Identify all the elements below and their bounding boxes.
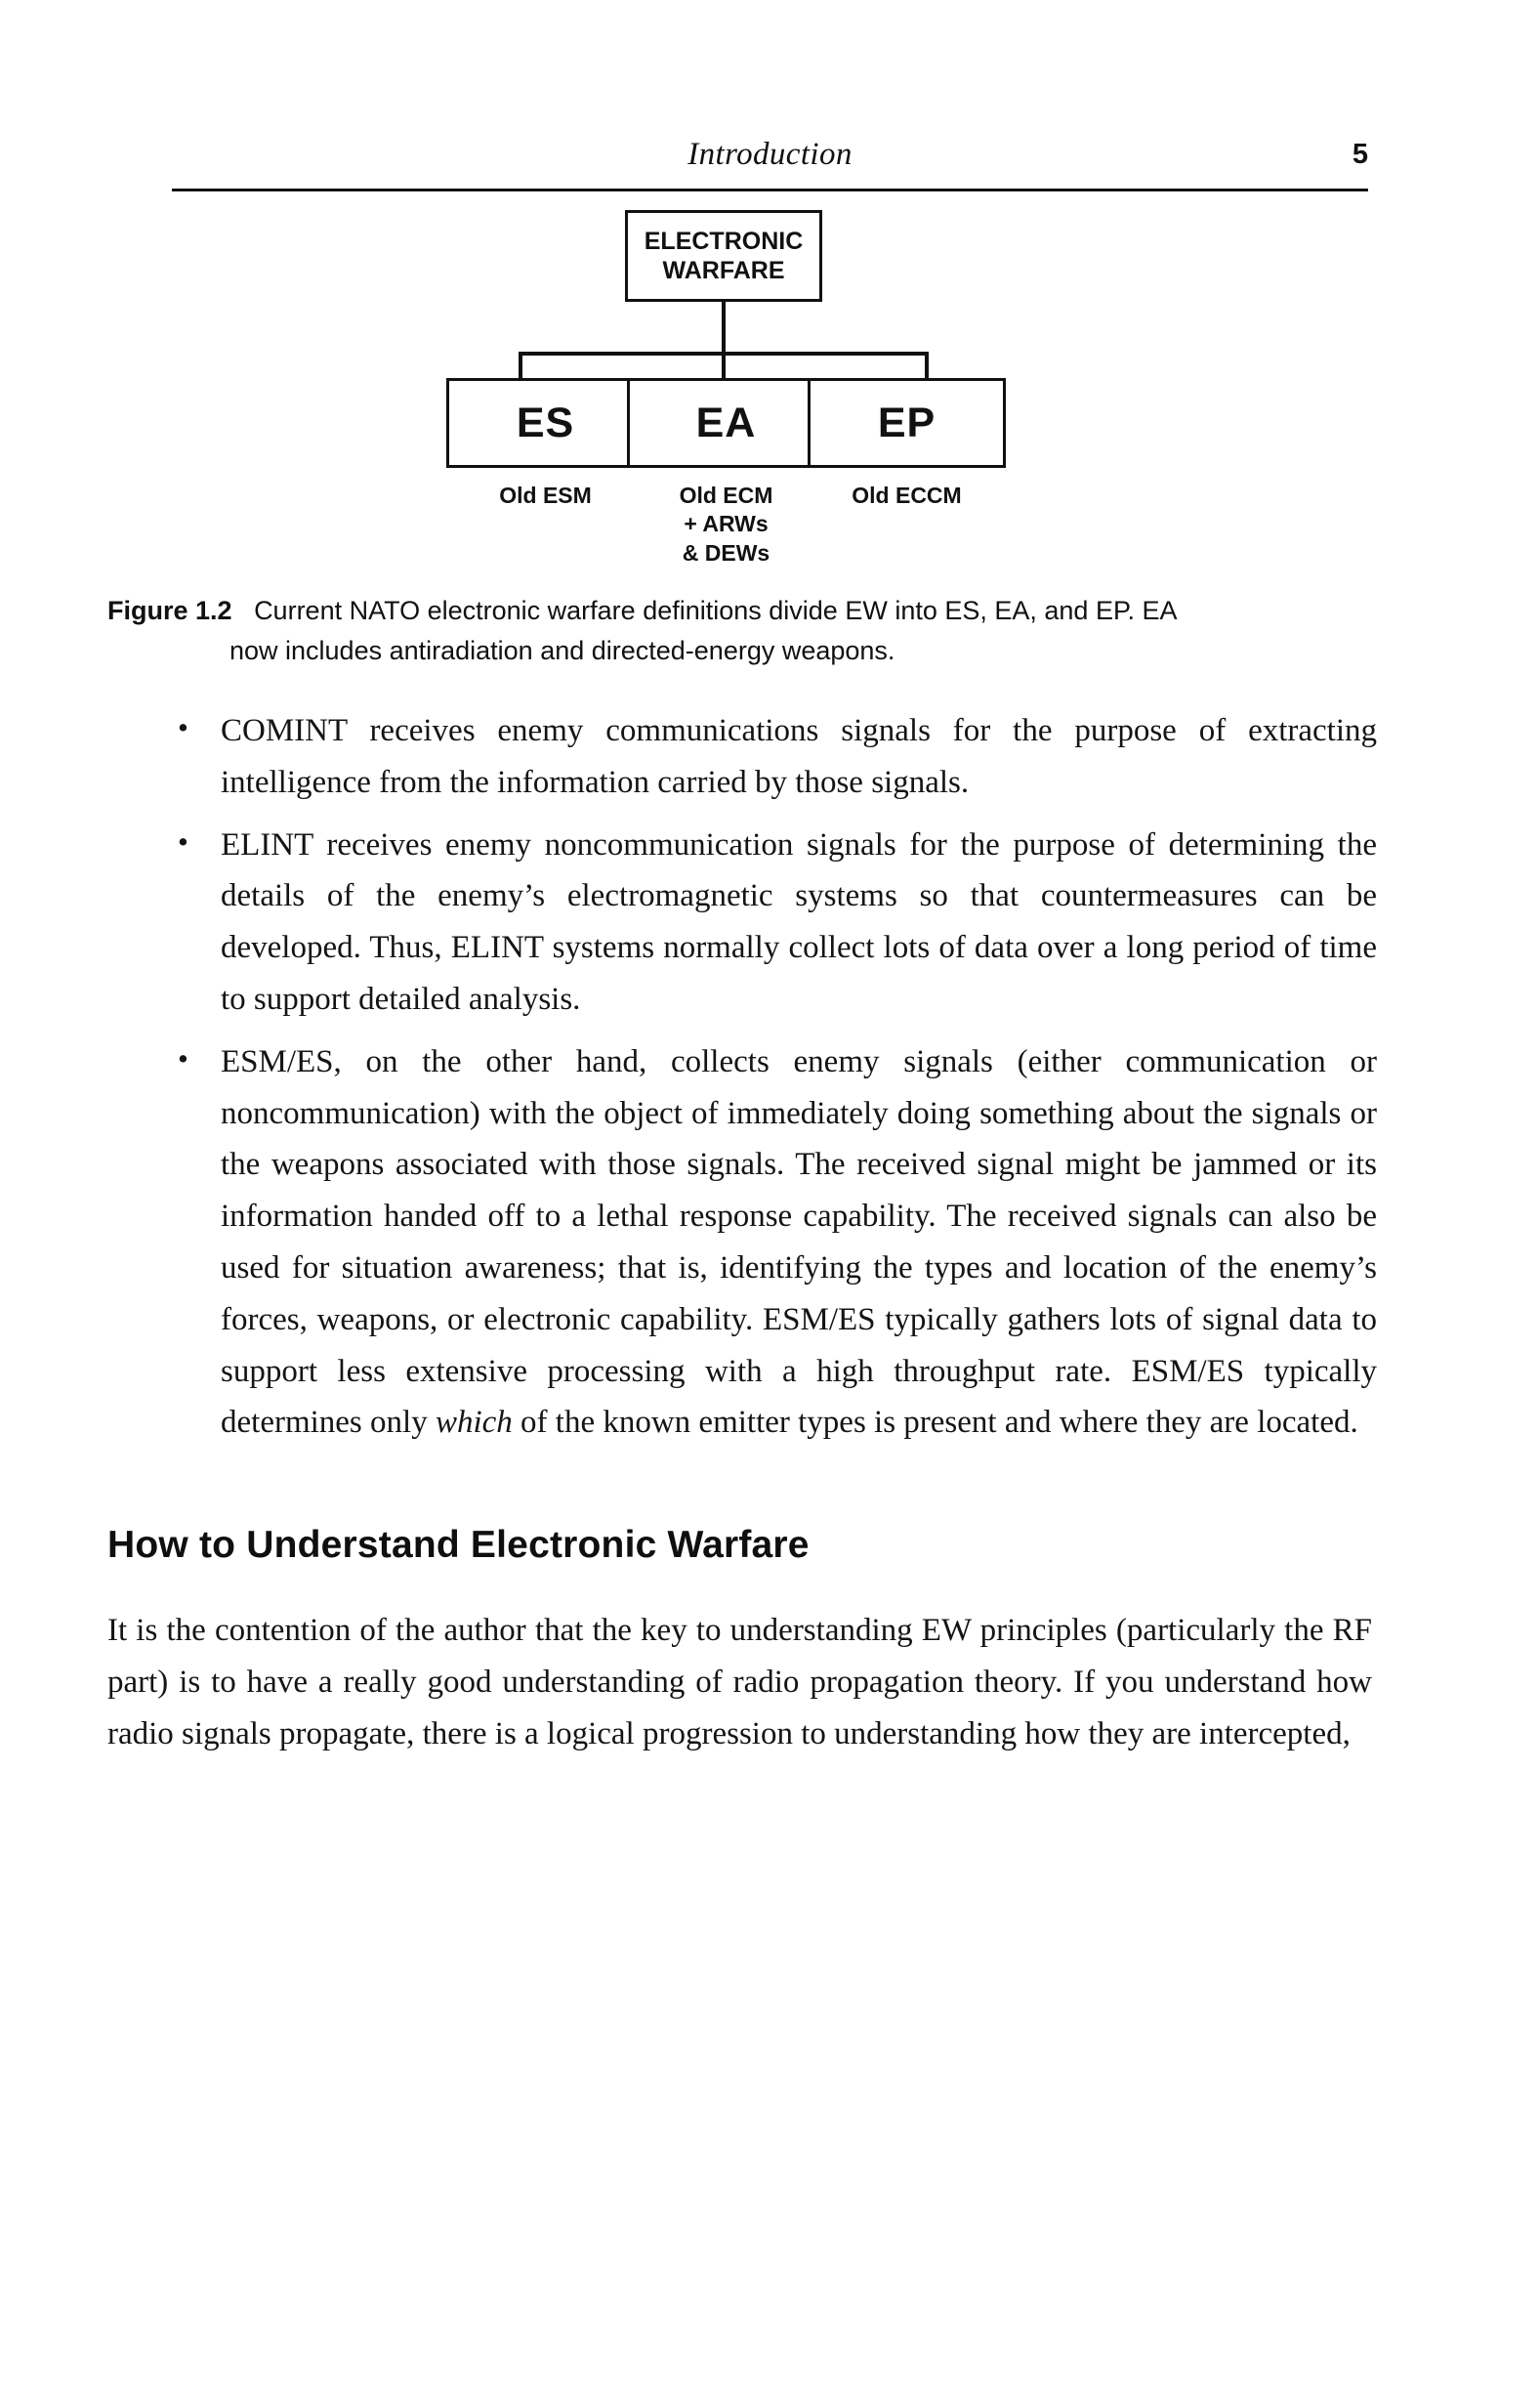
bullet-marker-icon: • (178, 823, 188, 859)
connector-drop-ea (722, 352, 726, 380)
diagram-node-ea: EA (627, 378, 825, 468)
diagram-sublabel-ea (627, 482, 825, 568)
running-head-title: Introduction (687, 137, 853, 172)
bullet-marker-icon: • (178, 1040, 188, 1075)
bullet-list (107, 705, 1377, 1459)
list-item-elint (107, 820, 1377, 1026)
diagram-node-es: ES (446, 378, 645, 468)
diagram-sublabel-ea-line3: & DEWs (682, 539, 770, 566)
list-item-comint (107, 705, 1377, 809)
section-paragraph: It is the contention of the author that the key to understanding EW principles (particularly the RF part) is to have a really good understanding of radio propagation theory. If you understand how radio signals propagate, there is a logical progression to understanding how they are intercepted, (107, 1613, 1372, 1751)
diagram-sublabel-ea-line1: Old ECM (679, 483, 773, 508)
diagram-sublabel-es (446, 482, 645, 510)
connector-drop-es (519, 352, 522, 380)
bullet-marker-icon: • (178, 710, 188, 744)
figure-caption (107, 591, 1367, 671)
page-number: 5 (1352, 139, 1368, 170)
figure-caption-line2: now includes antiradiation and directed-energy weapons. (229, 636, 895, 666)
diagram-sublabel-ea-line2: + ARWs (684, 511, 769, 537)
diagram-node-electronic-warfare (625, 210, 822, 302)
list-item-elint-text: ELINT receives enemy noncommunication signals for the purpose of determining the details of the enemy’s electromagnetic systems so that countermeasures can be developed. Thus, ELINT systems normally collect lots of data over a long period of time to support detailed analysis. (221, 826, 1377, 1017)
list-item-esm-es-emphasis: which (435, 1405, 513, 1441)
figure-caption-line1: Current NATO electronic warfare definitions divide EW into ES, EA, and EP. EA (254, 596, 1178, 625)
diagram-node-ep: EP (808, 378, 1006, 468)
diagram-node-ew-line1: ELECTRONIC (644, 227, 804, 255)
running-head (172, 137, 1368, 191)
list-item-esm-es-text-part2: of the known emitter types is present and where they are located. (512, 1405, 1358, 1441)
diagram-node-ew-line2: WARFARE (662, 257, 785, 284)
connector-drop-ep (925, 352, 929, 380)
diagram-sublabel-ep (808, 482, 1006, 510)
list-item-comint-text: COMINT receives enemy communications signals for the purpose of extracting intelligence from the information carried by those signals. (221, 713, 1377, 800)
figure-caption-label: Figure 1.2 (107, 596, 232, 625)
section-heading: How to Understand Electronic Warfare (107, 1524, 810, 1567)
connector-stem (722, 302, 726, 355)
diagram-sublabel-es-line1: Old ESM (499, 483, 592, 508)
header-rule (172, 189, 1368, 191)
figure-diagram (172, 210, 1368, 566)
list-item-esm-es (107, 1036, 1377, 1449)
list-item-esm-es-text-part1: ESM/ES, on the other hand, collects enemy signals (either communication or noncommunication) with the object of immediately doing something about the signals or the weapons associated with those signals. The received signal might be jammed or its information handed off to a lethal response capability. The received signals can also be used for situation awareness; that is, identifying the types and location of the enemy’s forces, weapons, or electronic capability. ESM/ES typically gathers lots of signal data to support less extensive processing with a high throughput rate. ESM/ES typically determines only (221, 1043, 1377, 1441)
diagram-sublabel-ep-line1: Old ECCM (852, 483, 962, 508)
